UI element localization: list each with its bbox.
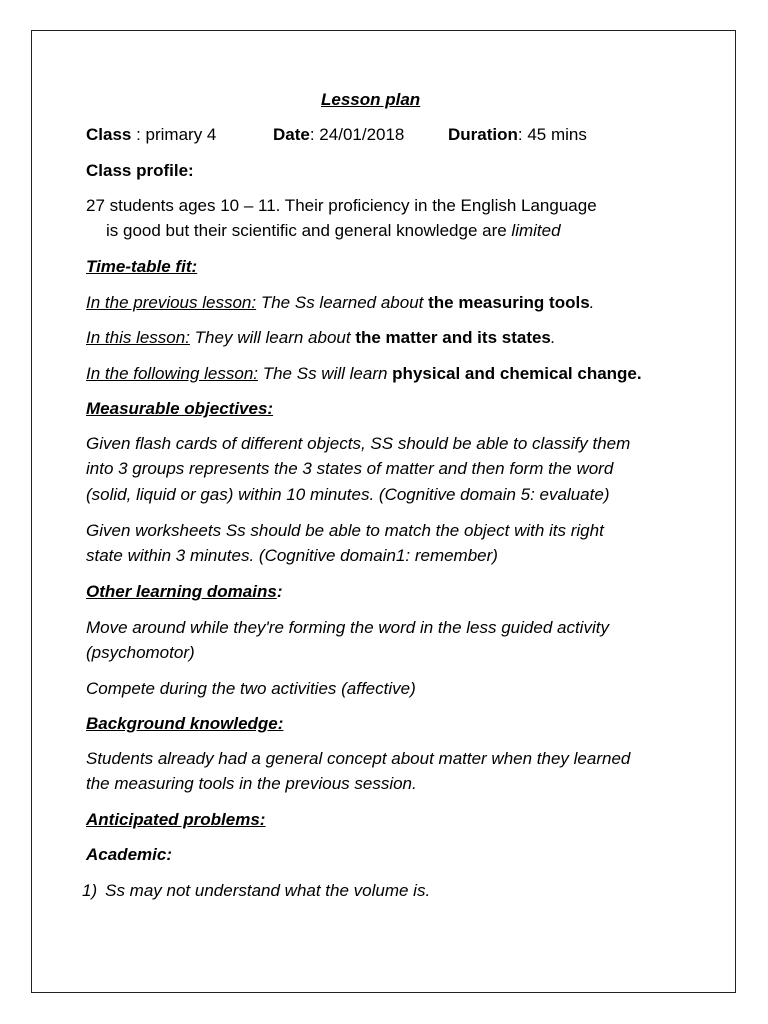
background-heading: Background knowledge: (86, 714, 284, 733)
other-domains-item-2: Compete during the two activities (affective) (86, 679, 416, 698)
timetable-following (86, 363, 642, 385)
background-line-1: Students already had a general concept about matter when they learned (86, 749, 631, 768)
this-label: In this lesson: (86, 328, 190, 347)
academic-heading: Academic: (86, 845, 172, 864)
objective-2-line-2: state within 3 minutes. (Cognitive domain1: remember) (86, 546, 498, 565)
date-group (273, 124, 404, 146)
previous-bold: the measuring tools (428, 293, 590, 312)
class-profile-line-2-italic: limited (511, 221, 561, 240)
class-label: Class (86, 125, 132, 144)
previous-end: . (589, 293, 595, 312)
objectives-heading: Measurable objectives: (86, 399, 274, 418)
problems-heading: Anticipated problems: (86, 810, 266, 829)
following-label: In the following lesson: (86, 364, 258, 383)
following-text: The Ss will learn (258, 364, 393, 383)
date-label: Date (273, 125, 310, 144)
class-profile-line-2 (106, 220, 561, 242)
this-end: . (550, 328, 556, 347)
problem-item-1-number: 1) (82, 881, 98, 900)
duration-value: : 45 mins (517, 125, 587, 144)
lesson-info-row (86, 124, 587, 146)
previous-label: In the previous lesson: (86, 293, 257, 312)
duration-label: Duration (448, 125, 518, 144)
other-domains-item-1-line-1: Move around while they're forming the word in the less guided activity (86, 618, 609, 637)
class-profile-line-2-text: is good but their scientific and general knowledge are (106, 221, 512, 240)
objective-1-line-2: into 3 groups represents the 3 states of matter and then form the word (86, 459, 614, 478)
objective-1-line-1: Given flash cards of different objects, SS should be able to classify them (86, 434, 631, 453)
class-profile-heading: Class profile: (86, 161, 194, 180)
other-domains-heading-colon: : (276, 582, 283, 601)
date-value: : 24/01/2018 (309, 125, 405, 144)
class-profile-line-1: 27 students ages 10 – 11. Their proficiency in the English Language (86, 196, 597, 215)
timetable-previous (86, 292, 594, 314)
problem-item-1 (82, 880, 430, 902)
other-domains-heading (86, 581, 282, 603)
class-value: : primary 4 (131, 125, 217, 144)
objective-1-line-3: (solid, liquid or gas) within 10 minutes. (Cognitive domain 5: evaluate) (86, 485, 610, 504)
other-domains-heading-text: Other learning domains (86, 582, 277, 601)
previous-text: The Ss learned about (256, 293, 429, 312)
page-title: Lesson plan (321, 90, 421, 109)
other-domains-item-1-line-2: (psychomotor) (86, 643, 195, 662)
this-text: They will learn about (189, 328, 356, 347)
background-line-2: the measuring tools in the previous session. (86, 774, 417, 793)
duration-group (448, 124, 587, 146)
problem-item-1-text: Ss may not understand what the volume is. (105, 881, 431, 900)
timetable-this (86, 327, 556, 349)
this-bold: the matter and its states (355, 328, 551, 347)
objective-2-line-1: Given worksheets Ss should be able to match the object with its right (86, 521, 604, 540)
timetable-heading: Time-table fit: (86, 257, 198, 276)
document-page (31, 30, 736, 993)
following-bold: physical and chemical change. (392, 364, 642, 383)
